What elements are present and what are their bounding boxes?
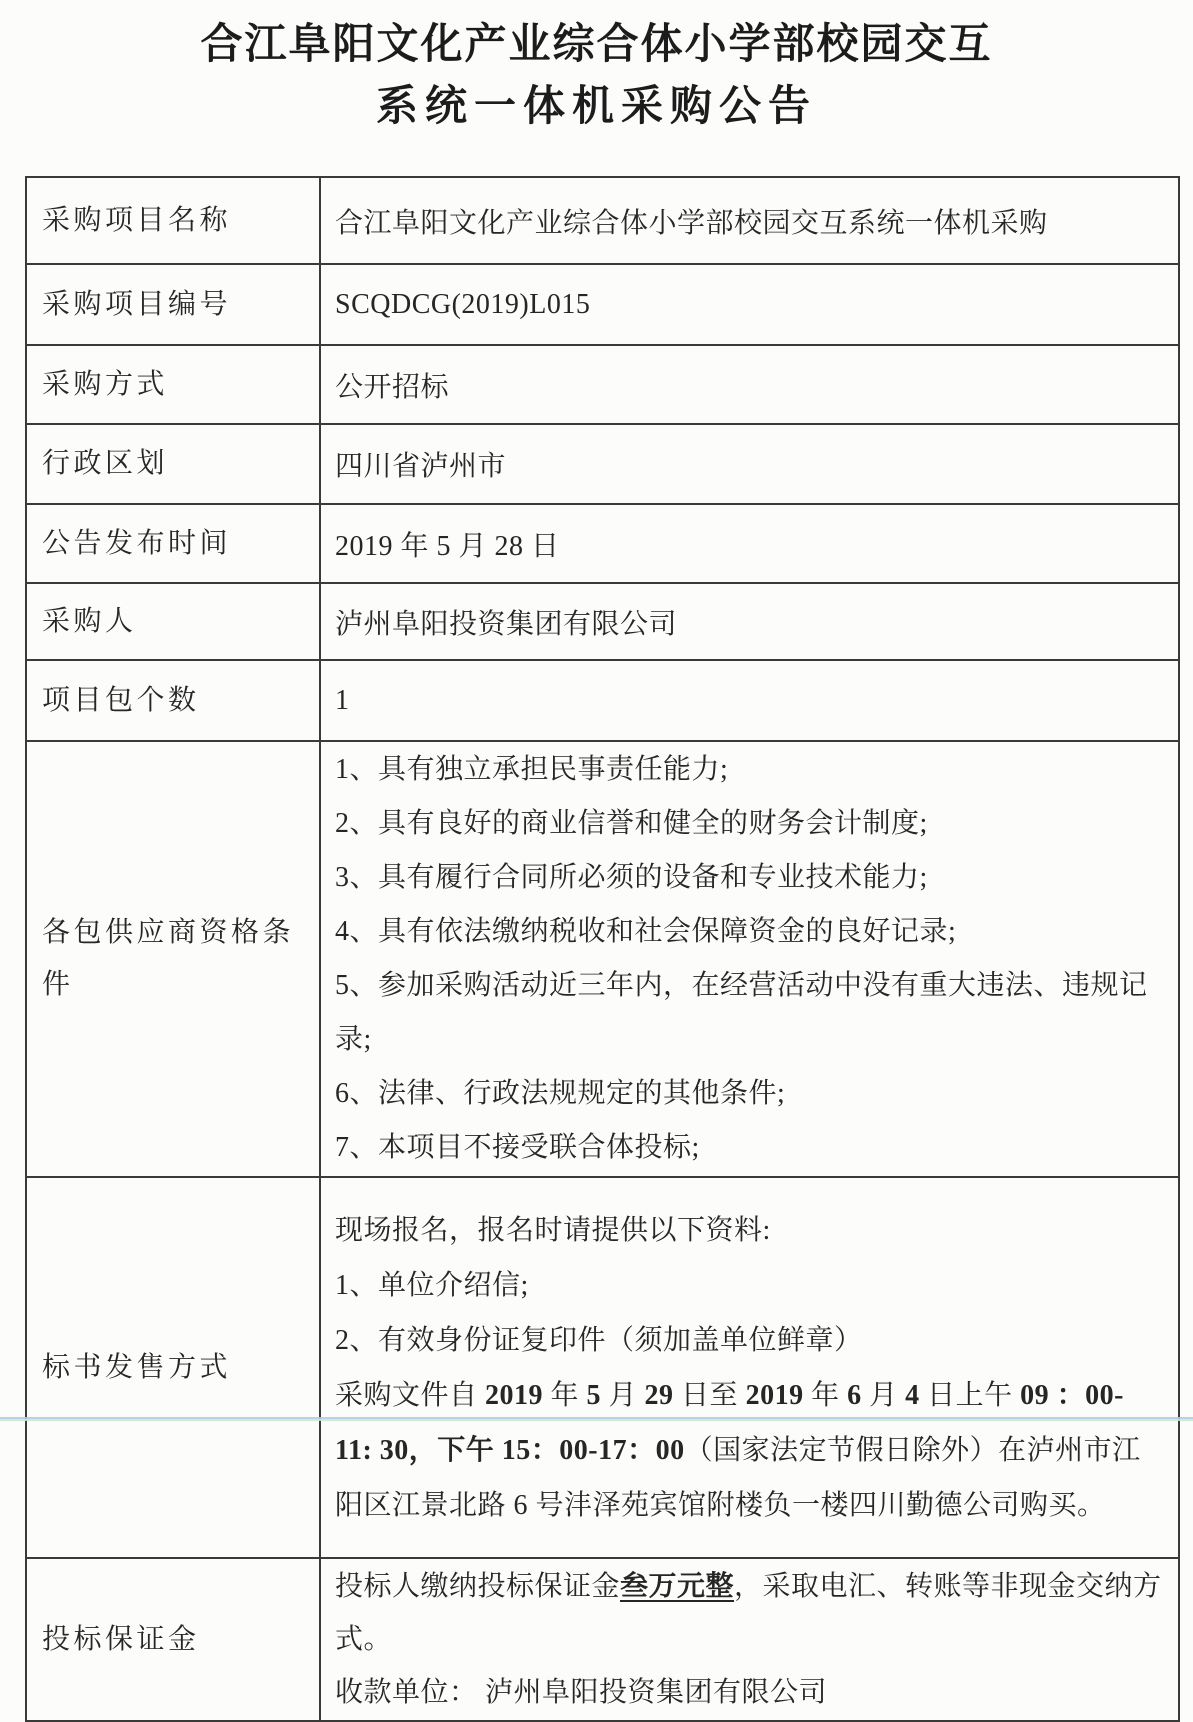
title-line-2: 系统一体机采购公告 bbox=[375, 84, 817, 130]
row-value: SCQDCG(2019)L015 bbox=[320, 264, 1179, 345]
row-label: 公告发布时间 bbox=[26, 504, 320, 583]
row-label: 行政区划 bbox=[26, 424, 320, 504]
row-value: 合江阜阳文化产业综合体小学部校园交互系统一体机采购 bbox=[320, 177, 1179, 264]
title-line-1: 合江阜阳文化产业综合体小学部校园交互 bbox=[200, 22, 993, 68]
qualification-item: 3、具有履行合同所必须的设备和专业技术能力; bbox=[335, 862, 928, 893]
row-value bbox=[320, 1177, 1179, 1558]
row-value: 四川省泸州市 bbox=[320, 424, 1179, 504]
qualification-item: 4、具有依法缴纳税收和社会保障资金的良好记录; bbox=[335, 916, 957, 947]
row-value bbox=[320, 1558, 1179, 1721]
table-row-bid-document-sale bbox=[26, 1177, 1179, 1558]
row-label: 采购项目名称 bbox=[26, 177, 320, 264]
row-value: 公开招标 bbox=[320, 345, 1179, 424]
row-label: 项目包个数 bbox=[26, 660, 320, 741]
procurement-table bbox=[25, 176, 1180, 1722]
row-label: 投标保证金 bbox=[26, 1558, 320, 1721]
row-label: 采购人 bbox=[26, 583, 320, 660]
table-row-project-number bbox=[26, 264, 1179, 345]
qualification-item: 5、参加采购活动近三年内，在经营活动中没有重大违法、违规记录; bbox=[335, 970, 1148, 1055]
table-row-bid-bond bbox=[26, 1558, 1179, 1721]
bid-bond-payee: 收款单位： 泸州阜阳投资集团有限公司 bbox=[335, 1677, 828, 1708]
row-value: 1 bbox=[320, 660, 1179, 741]
table-row-announcement-date bbox=[26, 504, 1179, 583]
qualification-item: 6、法律、行政法规规定的其他条件; bbox=[335, 1078, 786, 1109]
table-row-supplier-qualifications bbox=[26, 741, 1179, 1177]
table-row-project-name bbox=[26, 177, 1179, 264]
table-row-purchaser bbox=[26, 583, 1179, 660]
bid-doc-sale-schedule: 采购文件自 2019 年 5 月 29 日至 2019 年 6 月 4 日上午 09 ：00- 11: 30，下午 15：00-17：00（国家法定节假日除外）在泸州市江阳区江景北路 6 号沣泽苑宾馆附楼负一楼四川勤德公司购买。 bbox=[335, 1379, 1141, 1521]
qualification-item: 1、具有独立承担民事责任能力; bbox=[335, 754, 729, 785]
page-title bbox=[0, 0, 1193, 138]
row-label: 各包供应商资格条件 bbox=[26, 741, 320, 1177]
row-value bbox=[320, 741, 1179, 1177]
row-label: 标书发售方式 bbox=[26, 1177, 320, 1558]
scan-artifact-line bbox=[0, 1417, 1193, 1421]
table-row-administrative-region bbox=[26, 424, 1179, 504]
table-row-procurement-method bbox=[26, 345, 1179, 424]
table-row-package-count bbox=[26, 660, 1179, 741]
row-value: 泸州阜阳投资集团有限公司 bbox=[320, 583, 1179, 660]
qualification-item: 7、本项目不接受联合体投标; bbox=[335, 1132, 700, 1163]
row-label: 采购项目编号 bbox=[26, 264, 320, 345]
bid-bond-amount: 投标人缴纳投标保证金叁万元整，采取电汇、转账等非现金交纳方式。 bbox=[335, 1571, 1162, 1655]
row-label: 采购方式 bbox=[26, 345, 320, 424]
qualification-item: 2、具有良好的商业信誉和健全的财务会计制度; bbox=[335, 808, 928, 839]
row-value: 2019 年 5 月 28 日 bbox=[320, 504, 1179, 583]
bid-doc-sale-item: 1、单位介绍信; bbox=[335, 1269, 529, 1301]
bid-doc-sale-item: 2、有效身份证复印件（须加盖单位鲜章） bbox=[335, 1324, 863, 1356]
bid-doc-sale-intro: 现场报名，报名时请提供以下资料: bbox=[335, 1214, 771, 1246]
